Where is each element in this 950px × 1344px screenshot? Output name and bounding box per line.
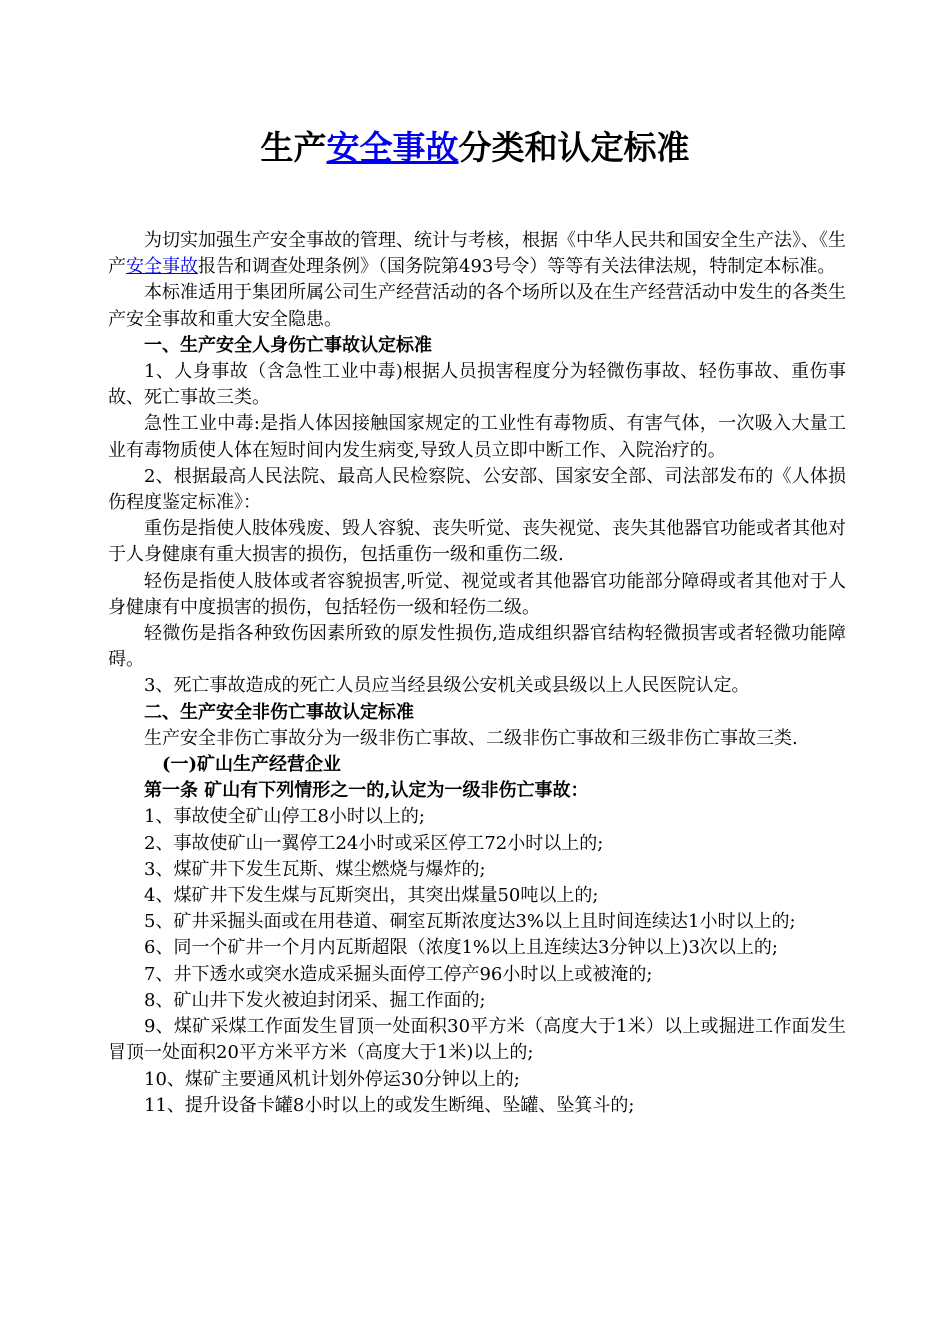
paragraph: 急性工业中毒:是指人体因接触国家规定的工业性有毒物质、有害气体，一次吸入大量工业有毒物质使人体在短时间内发生病变,导致人员立即中断工作、入院治疗的。: [108, 413, 846, 461]
list-item: 11、提升设备卡罐8小时以上的或发生断绳、坠罐、坠箕斗的;: [144, 1094, 635, 1116]
document-title: [0, 126, 950, 170]
paragraph: 1、人身事故（含急性工业中毒)根据人员损害程度分为轻微伤事故、轻伤事故、重伤事故、死亡事故三类。: [108, 361, 846, 409]
intro-text-before: 为切实加强生产安全事故的管理、统计与考核，根据《中华人民共和国安全生产法》、《生产: [108, 230, 846, 278]
document-body: [108, 228, 846, 1119]
paragraph: 重伤是指使人肢体残废、毁人容貌、丧失听觉、丧失视觉、丧失其他器官功能或者其他对于人身健康有重大损害的损伤，包括重伤一级和重伤二级.: [108, 518, 846, 566]
list-item: 4、煤矿井下发生煤与瓦斯突出，其突出煤量50吨以上的;: [144, 885, 599, 907]
subsection-heading: (一)矿山生产经营企业: [162, 754, 342, 776]
section-heading-1: 一、生产安全人身伤亡事故认定标准: [144, 334, 432, 356]
list-item: 9、煤矿采煤工作面发生冒顶一处面积30平方米（高度大于1米）以上或掘进工作面发生冒顶一处面积20平方米平方米（高度大于1米)以上的;: [108, 1016, 846, 1064]
title-part2: 分类和认定标准: [458, 128, 690, 167]
intro-link-safety-accident[interactable]: 安全事故: [126, 256, 198, 278]
paragraph: 轻微伤是指各种致伤因素所致的原发性损伤,造成组织器官结构轻微损害或者轻微功能障碍。: [108, 623, 846, 671]
list-item: 3、煤矿井下发生瓦斯、煤尘燃烧与爆炸的;: [144, 858, 486, 880]
list-item: 8、矿山井下发火被迫封闭采、掘工作面的;: [144, 989, 486, 1011]
paragraph: 轻伤是指使人肢体或者容貌损害,听觉、视觉或者其他器官功能部分障碍或者其他对于人身健康有中度损害的损伤，包括轻伤一级和轻伤二级。: [108, 570, 846, 618]
list-item: 5、矿井采掘头面或在用巷道、硐室瓦斯浓度达3%以上且时间连续达1小时以上的;: [144, 911, 796, 933]
article-heading: 第一条 矿山有下列情形之一的,认定为一级非伤亡事故：: [144, 780, 589, 802]
intro-paragraph: [108, 228, 846, 280]
paragraph: 2、根据最高人民法院、最高人民检察院、公安部、国家安全部、司法部发布的《人体损伤程度鉴定标准》：: [108, 465, 846, 514]
list-item: 10、煤矿主要通风机计划外停运30分钟以上的;: [144, 1068, 520, 1090]
paragraph: 生产安全非伤亡事故分为一级非伤亡事故、二级非伤亡事故和三级非伤亡事故三类.: [144, 727, 798, 749]
list-item: 2、事故使矿山一翼停工24小时或采区停工72小时以上的;: [144, 832, 604, 854]
section-heading-2: 二、生产安全非伤亡事故认定标准: [144, 701, 414, 723]
title-part1: 生产: [260, 128, 327, 167]
list-item: 1、事故使全矿山停工8小时以上的;: [144, 806, 425, 828]
paragraph: 3、死亡事故造成的死亡人员应当经县级公安机关或县级以上人民医院认定。: [144, 675, 750, 697]
list-item: 7、井下透水或突水造成采掘头面停工停产96小时以上或被淹的;: [144, 963, 653, 985]
title-link-safety-accident[interactable]: 安全事故: [326, 128, 459, 167]
scope-paragraph: 本标准适用于集团所属公司生产经营活动的各个场所以及在生产经营活动中发生的各类生产安全事故和重大安全隐患。: [108, 282, 846, 330]
list-item: 6、同一个矿井一个月内瓦斯超限（浓度1%以上且连续达3分钟以上)3次以上的;: [144, 937, 778, 959]
intro-text-after: 报告和调查处理条例》（国务院第493号令）等等有关法律法规，特制定本标准。: [198, 256, 836, 278]
